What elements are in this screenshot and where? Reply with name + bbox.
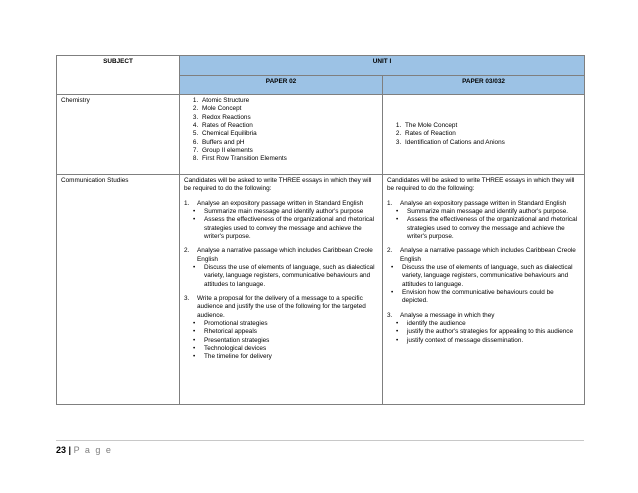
item-number: 3. (387, 311, 393, 319)
item-text: Analyse a narrative passage which includes Caribbean Creole English (400, 247, 576, 263)
paper-a-intro: Candidates will be asked to write THREE essays in which they will be required to do the following: (184, 177, 372, 193)
list-item: 4. Rates of Reaction (200, 122, 378, 130)
subject-header: SUBJECT (57, 56, 180, 95)
paper-b-item-1-bullets (387, 208, 580, 241)
item-text: Analyse a narrative passage which includes Caribbean Creole English (197, 247, 373, 263)
list-item: 1. Atomic Structure (200, 97, 378, 105)
list-item: 2. Rates of Reaction (403, 130, 580, 138)
list-item: 1. The Mole Concept (403, 122, 580, 130)
bullet-item: • justify the author's strategies for appealing to this audience (405, 328, 580, 336)
paper-b-item-2 (387, 247, 580, 264)
list-item: 6. Buffers and pH (200, 139, 378, 147)
page-footer (56, 445, 112, 455)
communication-label: Communication Studies (57, 175, 180, 405)
paper-a-item-3-bullets (184, 320, 378, 362)
paper-b-intro: Candidates will be asked to write THREE essays in which they will be required to do the following: (387, 177, 575, 193)
paper-b-item-3-bullets (387, 320, 580, 345)
bullet-item: • Discuss the use of elements of language, such as dialectical variety, language registers, communicative behaviours and attitudes to language. (400, 264, 580, 289)
communication-paper-a (180, 175, 383, 405)
item-number: 3. (184, 294, 190, 302)
paper-a-item-2 (184, 247, 378, 264)
bullet-item: • Rhetorical appeals (202, 328, 378, 336)
list-item: 3. Identification of Cations and Anions (403, 139, 580, 147)
item-text: Analyse an expository passage written in Standard English (197, 199, 364, 207)
item-text: Analyse an expository passage written in Standard English (400, 199, 567, 207)
bullet-item: • Summarize main message and identify author's purpose (202, 208, 378, 216)
bullet-item: • Envision how the communicative behaviours could be depicted. (400, 289, 580, 306)
footer-separator: | (68, 445, 72, 455)
paper-b-header: PAPER 03/032 (383, 76, 585, 95)
chemistry-paper-a (180, 95, 383, 175)
chemistry-paper-b (383, 95, 585, 175)
paper-a-item-1 (184, 200, 378, 208)
list-item: 7. Group II elements (200, 147, 378, 155)
list-item: 5. Chemical Equilibria (200, 130, 378, 138)
chemistry-paper-a-list (184, 97, 378, 164)
paper-a-item-1-bullets (184, 208, 378, 241)
bullet-item: • identify the audience (405, 320, 580, 328)
page-number: 23 (56, 445, 67, 455)
paper-b-item-1 (387, 200, 580, 208)
paper-a-item-3 (184, 295, 378, 320)
bullet-item: • Technological devices (202, 345, 378, 353)
chemistry-paper-b-list (387, 122, 580, 147)
list-item: 8. First Row Transition Elements (200, 155, 378, 163)
bullet-item: • Discuss the use of elements of language, such as dialectical variety, language registers, communicative behaviours and attitudes to language. (202, 264, 378, 289)
page-word: P a g e (73, 445, 113, 455)
unit-header: UNIT I (180, 56, 585, 76)
bullet-item: • Presentation strategies (202, 337, 378, 345)
item-number: 1. (387, 199, 393, 207)
item-text: Write a proposal for the delivery of a message to a specific audience and justify the use of the following for the targeted audience. (197, 294, 366, 319)
item-text: Analyse a message in which they (400, 311, 495, 319)
paper-b-item-3 (387, 312, 580, 320)
item-number: 2. (387, 247, 393, 255)
bullet-item: • Assess the effectiveness of the organizational and rhetorical strategies used to convey the message and achieve the writer's purpose. (405, 216, 580, 241)
paper-a-item-2-bullets (184, 264, 378, 289)
bullet-item: • Assess the effectiveness of the organizational and rhetorical strategies used to convey the message and achieve the writer's purpose. (202, 216, 378, 241)
item-number: 1. (184, 199, 190, 207)
list-item: 3. Redox Reactions (200, 114, 378, 122)
item-number: 2. (184, 247, 190, 255)
bullet-item: • Summarize main message and identify author's purpose. (405, 208, 580, 216)
footer-divider (56, 440, 584, 441)
bullet-item: • Promotional strategies (202, 320, 378, 328)
unit-table (56, 55, 585, 405)
bullet-item: • justify context of message dissemination. (405, 337, 580, 345)
chemistry-label: Chemistry (57, 95, 180, 175)
paper-b-item-2-bullets (387, 264, 580, 306)
communication-paper-b (383, 175, 585, 405)
bullet-item: • The timeline for delivery (202, 353, 378, 361)
paper-a-header: PAPER 02 (180, 76, 383, 95)
list-item: 2. Mole Concept (200, 105, 378, 113)
